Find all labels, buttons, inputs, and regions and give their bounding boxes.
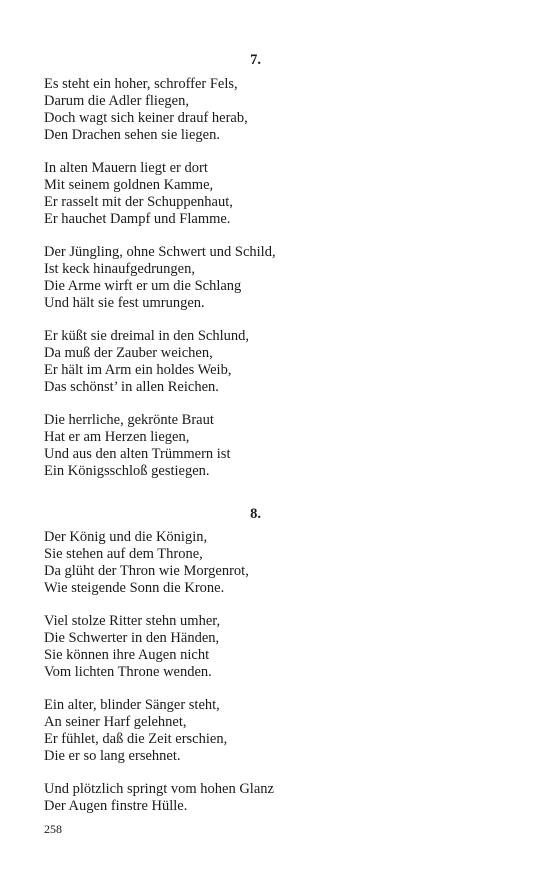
verse-line: Da muß der Zauber weichen, [44, 345, 213, 361]
stanza [44, 529, 514, 597]
verse-line: Wie steigende Sonn die Krone. [44, 580, 225, 596]
verse-line: Der König und die Königin, [44, 529, 208, 545]
stanza [44, 244, 514, 312]
verse-line: Er hauchet Dampf und Flamme. [44, 211, 231, 227]
stanza [44, 160, 514, 228]
page-number: 258 [44, 822, 62, 836]
verse-line: Doch wagt sich keiner drauf herab, [44, 110, 248, 126]
verse-line: Die er so lang ersehnet. [44, 748, 181, 764]
verse-line: Ein Königsschloß gestiegen. [44, 463, 210, 479]
verse-line: Und aus den alten Trümmern ist [44, 446, 231, 462]
verse-line: Darum die Adler fliegen, [44, 93, 189, 109]
poem-number: 8. [250, 506, 261, 522]
stanza [44, 412, 514, 480]
verse-line: Der Jüngling, ohne Schwert und Schild, [44, 244, 276, 260]
verse-line: Er hält im Arm ein holdes Weib, [44, 362, 232, 378]
verse-line: Die Schwerter in den Händen, [44, 630, 220, 646]
stanza [44, 781, 514, 815]
poem-number: 7. [250, 52, 261, 68]
verse-line: Mit seinem goldnen Kamme, [44, 177, 214, 193]
verse-line: Sie stehen auf dem Throne, [44, 546, 203, 562]
verse-line: Das schönst’ in allen Reichen. [44, 379, 219, 395]
verse-line: Es steht ein hoher, schroffer Fels, [44, 76, 238, 92]
verse-line: Ein alter, blinder Sänger steht, [44, 697, 220, 713]
verse-line: Er fühlet, daß die Zeit erschien, [44, 731, 228, 747]
verse-line: Er rasselt mit der Schuppenhaut, [44, 194, 233, 210]
verse-line: Der Augen finstre Hülle. [44, 798, 188, 814]
verse-line: In alten Mauern liegt er dort [44, 160, 208, 176]
stanza [44, 328, 514, 396]
verse-line: Vom lichten Throne wenden. [44, 664, 212, 680]
verse-line: Viel stolze Ritter stehn umher, [44, 613, 221, 629]
stanza [44, 76, 514, 144]
verse-line: Den Drachen sehen sie liegen. [44, 127, 220, 143]
verse-line: Und hält sie fest umrungen. [44, 295, 205, 311]
verse-line: Sie können ihre Augen nicht [44, 647, 210, 663]
stanza [44, 697, 514, 765]
verse-line: Da glüht der Thron wie Morgenrot, [44, 563, 249, 579]
verse-line: Er küßt sie dreimal in den Schlund, [44, 328, 249, 344]
verse-line: Die herrliche, gekrönte Braut [44, 412, 214, 428]
stanza [44, 613, 514, 681]
verse-line: An seiner Harf gelehnet, [44, 714, 187, 730]
verse-line: Ist keck hinaufgedrungen, [44, 261, 195, 277]
verse-line: Die Arme wirft er um die Schlang [44, 278, 242, 294]
verse-line: Hat er am Herzen liegen, [44, 429, 190, 445]
verse-line: Und plötzlich springt vom hohen Glanz [44, 781, 274, 797]
